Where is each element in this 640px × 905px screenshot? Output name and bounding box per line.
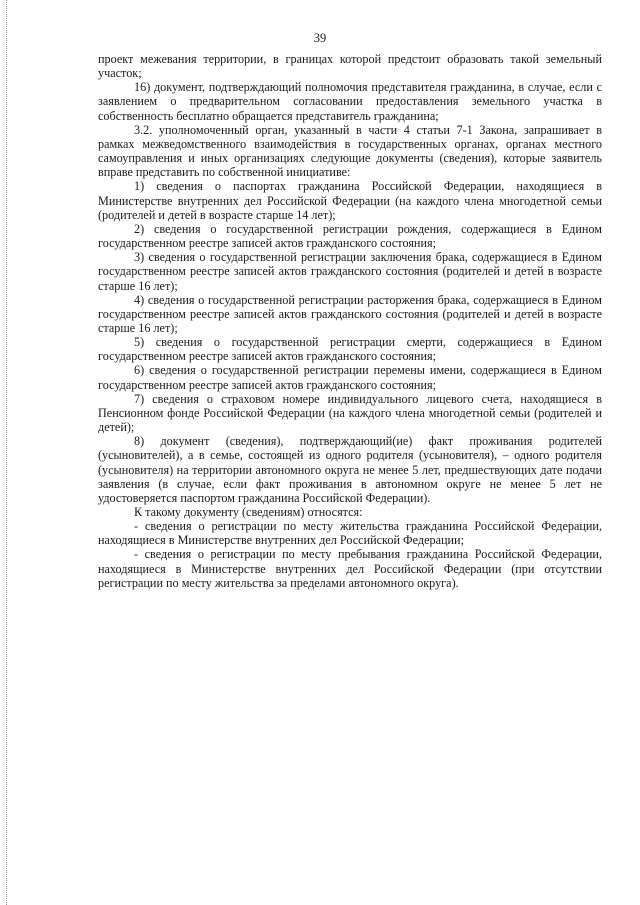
paragraph-documents-intro: К такому документу (сведениям) относятся:	[134, 505, 363, 519]
paragraph-bullet-residence: - сведения о регистрации по месту жительства гражданина Российской Федерации, находящиеся в Министерстве внутренних дел Российской Федерации;	[98, 519, 602, 548]
paragraph-item-3: 3) сведения о государственной регистрации заключения брака, содержащиеся в Едином государственном реестре записей актов гражданского состояния (родителей и детей в возрасте старше 16 лет);	[98, 250, 602, 293]
binding-edge-line	[6, 0, 7, 905]
page-number: 39	[313, 31, 327, 45]
paragraph-item-7: 7) сведения о страховом номере индивидуального лицевого счета, находящиеся в Пенсионном фонде Российской Федерации (на каждого члена многодетной семьи (родителей и детей);	[98, 391, 602, 435]
paragraph-item-16: 16) документ, подтверждающий полномочия представителя гражданина, в случае, если с заявлением о предварительном согласовании предоставления земельного участка в собственность бесплатно обращается представитель гражданина;	[98, 80, 602, 123]
paragraph-item-1: 1) сведения о паспортах гражданина Российской Федерации, находящиеся в Министерстве внутренних дел Российской Федерации (на каждого члена многодетной семьи (родителей и детей в возрасте старше 14 лет);	[98, 179, 602, 222]
paragraph-section-3-2: 3.2. уполномоченный орган, указанный в части 4 статьи 7-1 Закона, запрашивает в рамках межведомственного взаимодействия в государственных органах, органах местного самоуправления и иных организациях следующие документы (сведения), которые заявитель вправе представить по собственной инициативе:	[98, 122, 602, 180]
paragraph-bullet-stay: - сведения о регистрации по месту пребывания гражданина Российской Федерации, находящиеся в Министерстве внутренних дел Российской Федерации (при отсутствии регистрации по месту жительства за пределами автономного округа).	[98, 547, 602, 590]
paragraph-item-2: 2) сведения о государственной регистрации рождения, содержащиеся в Едином государственном реестре записей актов гражданского состояния;	[98, 221, 602, 251]
document-body	[98, 52, 602, 590]
paragraph-item-5: 5) сведения о государственной регистрации смерти, содержащиеся в Едином государственном реестре записей актов гражданского состояния;	[98, 335, 602, 364]
paragraph-item-6: 6) сведения о государственной регистрации перемены имени, содержащиеся в Едином государственном реестре записей актов гражданского состояния;	[98, 363, 602, 392]
paragraph-continuation: проект межевания территории, в границах которой предстоит образовать такой земельный участок;	[98, 52, 602, 81]
paragraph-item-8: 8) документ (сведения), подтверждающий(ие) факт проживания родителей (усыновителей), а в семье, состоящей из одного родителя (усыновителя), – одного родителя (усыновителя) на территории автономного округа не менее 5 лет, предшествующих дате подачи заявления (в случае, если факт проживания в автономном округе не менее 5 лет не удостоверяется паспортом гражданина Российской Федерации).	[98, 434, 602, 505]
paragraph-item-4: 4) сведения о государственной регистрации расторжения брака, содержащиеся в Едином государственном реестре записей актов гражданского состояния (родителей и детей в возрасте старше 16 лет);	[98, 292, 602, 335]
